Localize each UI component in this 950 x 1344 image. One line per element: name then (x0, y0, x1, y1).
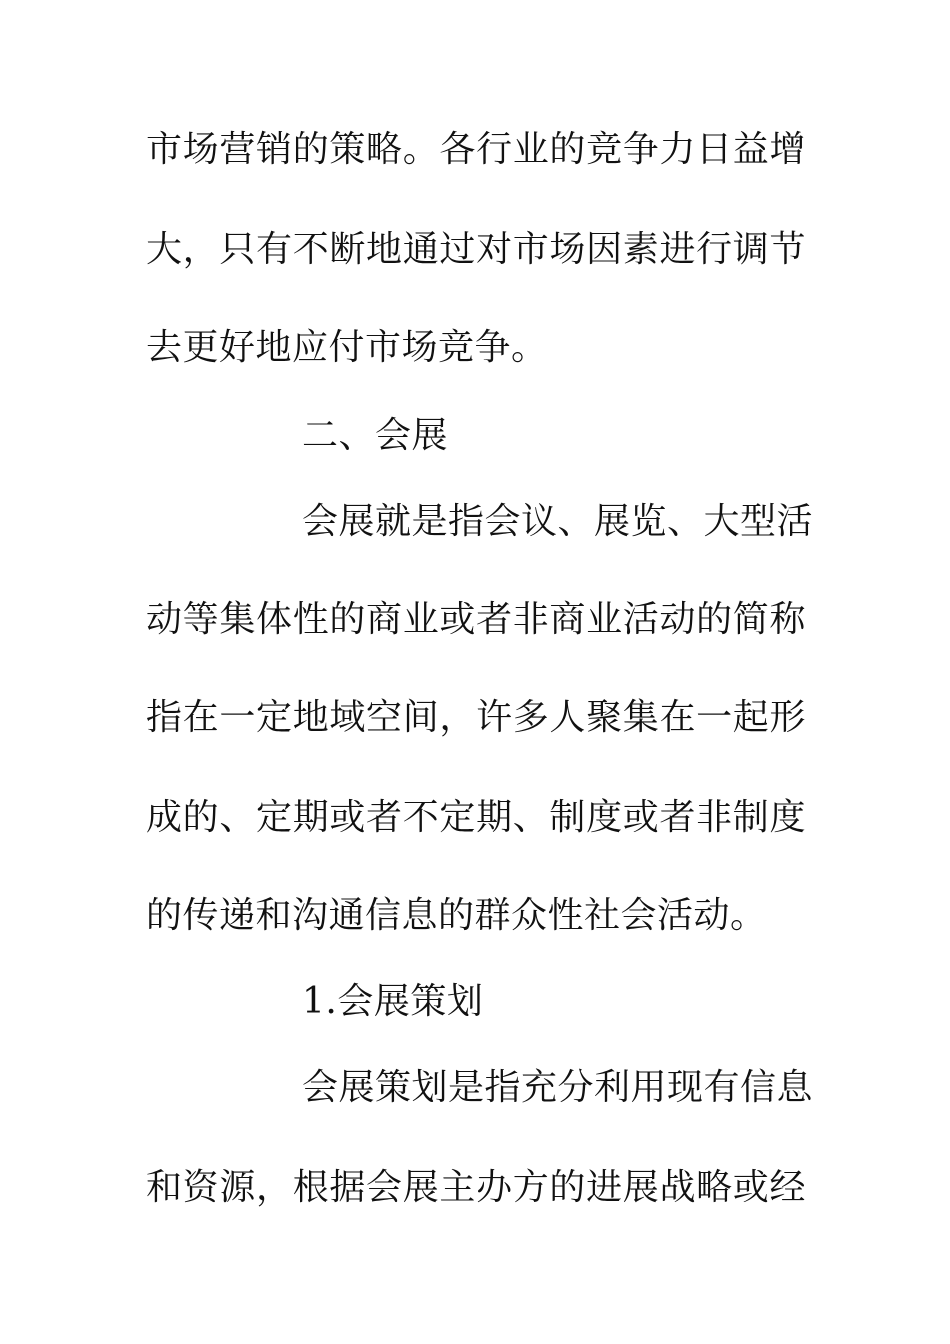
paragraph-line: 指在一定地域空间，许多人聚集在一起形 (146, 697, 806, 738)
paragraph-line: 会展就是指会议、展览、大型活 (302, 501, 814, 542)
paragraph-line: 的传递和沟通信息的群众性社会活动。 (146, 895, 767, 936)
section-heading: 二、会展 (302, 415, 449, 456)
paragraph-line: 成的、定期或者不定期、制度或者非制度 (146, 797, 806, 838)
paragraph-line: 市场营销的策略。各行业的竞争力日益增 (146, 129, 806, 170)
paragraph-line: 动等集体性的商业或者非商业活动的简称 (146, 599, 806, 640)
paragraph-line: 去更好地应付市场竞争。 (146, 327, 548, 368)
paragraph-line: 会展策划是指充分利用现有信息 (302, 1067, 814, 1108)
subsection-heading: 1.会展策划 (302, 981, 484, 1022)
paragraph-line: 大，只有不断地通过对市场因素进行调节 (146, 229, 806, 270)
paragraph-line: 和资源，根据会展主办方的进展战略或经 (146, 1167, 806, 1208)
